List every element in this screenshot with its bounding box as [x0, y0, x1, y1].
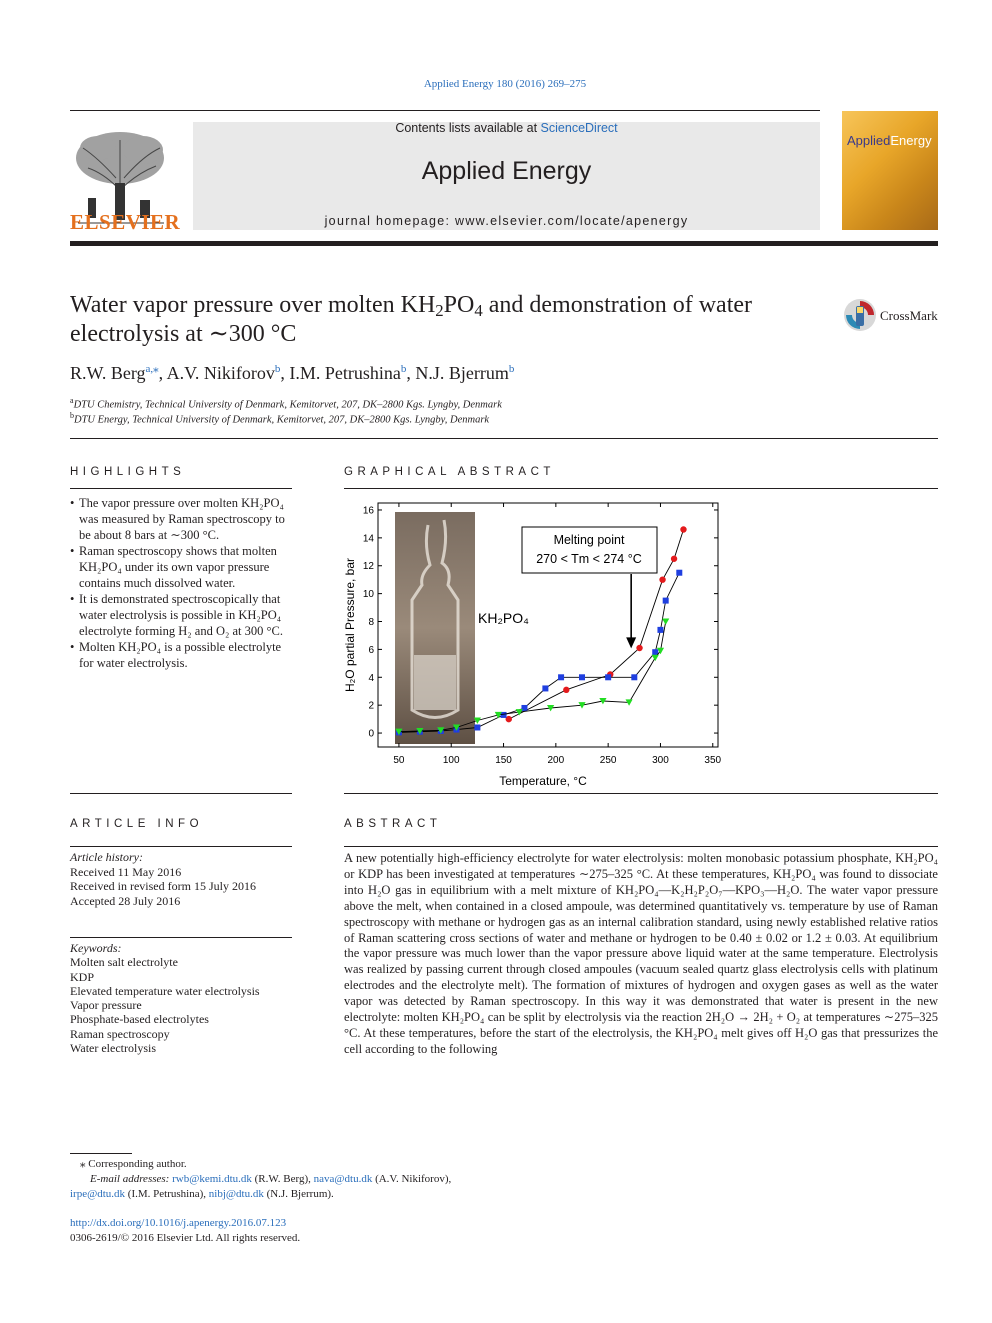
data-point-blue [605, 674, 611, 680]
highlight-item: • Raman spectroscopy shows that molten KH₂PO₄ under its own vapor pressure contains much dissolved water. [79, 543, 292, 591]
author-affiliation-mark[interactable]: a,⁎ [145, 363, 159, 375]
data-point-blue [521, 705, 527, 711]
ampoule-photo [395, 512, 475, 744]
data-point-red [680, 526, 686, 532]
data-point-blue [663, 598, 669, 604]
author-list [70, 362, 514, 384]
footnote-rule [70, 1153, 132, 1154]
keyword: Raman spectroscopy [70, 1026, 170, 1041]
keyword: Vapor pressure [70, 998, 142, 1013]
data-point-red [636, 645, 642, 651]
x-tick-label: 300 [652, 755, 669, 766]
highlight-item: • Molten KH₂PO₄ is a possible electrolyte for water electrolysis. [79, 639, 292, 671]
data-point-red [659, 576, 665, 582]
keywords [70, 941, 292, 1055]
y-tick-label: 0 [368, 728, 374, 740]
crossmark-label[interactable]: CrossMark [880, 308, 938, 323]
journal-homepage[interactable]: journal homepage: www.elsevier.com/locate/apenergy [324, 214, 689, 228]
y-tick-label: 6 [368, 644, 374, 656]
x-tick-label: 250 [599, 755, 617, 766]
doi-block [70, 1216, 300, 1246]
journal-cover-thumbnail[interactable] [842, 111, 938, 230]
keyword: Phosphate-based electrolytes [70, 1012, 209, 1027]
annotation-title: Melting point [553, 533, 625, 547]
highlight-item: • It is demonstrated spectroscopically that water electrolysis is possible in KH₂PO₄ electrolyte forming H₂ and O₂ at 300 °C. [79, 591, 292, 639]
keyword: Elevated temperature water electrolysis [70, 983, 260, 998]
highlights-list [70, 495, 292, 671]
journal-citation-link[interactable]: Applied Energy 180 (2016) 269–275 [423, 78, 587, 90]
x-tick-label: 200 [547, 755, 565, 766]
corresponding-author-note: ⁎ Corresponding author. [80, 1158, 187, 1170]
abstract-heading: ABSTRACT [344, 818, 442, 830]
data-point-red [563, 687, 569, 693]
highlights-heading: HIGHLIGHTS [70, 466, 186, 478]
divider [70, 793, 292, 794]
data-point-blue [542, 685, 548, 691]
history-label: Article history: [70, 850, 143, 864]
author: R.W. Berg$^{a,⁎}$, [70, 363, 167, 383]
header-thick-rule [70, 241, 938, 246]
keyword: KDP [70, 969, 95, 984]
author: N.J. Bjerrum$^b$ [415, 363, 515, 383]
data-point-blue [676, 570, 682, 576]
annotation-range: 270 < Tm < 274 °C [536, 552, 642, 566]
data-point-blue [474, 724, 480, 730]
header-rule [70, 110, 820, 111]
divider [344, 488, 938, 489]
email-link[interactable]: irpe@dtu.dk [70, 1188, 126, 1200]
y-tick-label: 16 [362, 505, 374, 517]
copyright: 0306-2619/© 2016 Elsevier Ltd. All rights reserved. [70, 1232, 301, 1244]
article-info-heading: ARTICLE INFO [70, 818, 204, 830]
affiliation-b: $^b$DTU Energy, Technical University of Denmark, Kemitorvet, 207, DK–2800 Kgs. Lyngby, Denmark [70, 411, 490, 426]
email-addresses: E-mail addresses: rwb@kemi.dtu.dk (R.W. Berg), nava@dtu.dk (A.V. Nikiforov), [90, 1173, 452, 1185]
footnotes [70, 1157, 770, 1202]
inset-label: KH₂PO₄ [478, 610, 529, 626]
author-affiliation-mark[interactable]: b [274, 363, 281, 375]
x-tick-label: 50 [393, 755, 405, 766]
elsevier-wordmark: ELSEVIER [70, 210, 181, 234]
keyword: Water electrolysis [70, 1041, 156, 1056]
contents-line: Contents lists available at ScienceDirect [395, 121, 618, 135]
abstract-text: A new potentially high-efficiency electrolyte for water electrolysis: molten monobasic potassium phosphate, KH₂PO₄ or KDP has been investigated at temperatures ∼275–325 °C. At these temperatures, KH₂PO₄ was found to dissociate into H₂O gas in equilibrium with a melt mixture of KH₂PO₄—K₂H₂P₂O₇—KPO₃—H₂O. The water vapor pressure above the melt, when contained in a closed ampoule, was determined quantitatively vs. temperature by use of Raman spectroscopy with methane or hydrogen gas as an internal calibration standard, using newly established relative ratios of Raman scattering cross sections of water and methane or hydrogen to be 0.40 ± 0.02 or 1.2 ± 0.03. At equilibrium the vapor pressure was much lower than the vapor pressure above liquid water at the same temperature. Electrolysis was realized by passing current through closed ampoules (vacuum sealed quartz glass electrolysis cells with platinum electrodes and the electrolyte melt). The formation of mixtures of hydrogen and oxygen gases as well as the water vapor was detected by Raman spectroscopy. In this way it was demonstrated that water is present in the new electrolyte: molten KH₂PO₄ can be split by electrolysis via the reaction 2H₂O → 2H₂ + O₂ at temperatures ∼275–325 °C. At these temperatures, before the start of the electrolysis, the KH₂PO₄ melt gives off H₂O gas that pressurizes the cell according to the following [344, 851, 938, 1056]
y-axis-label: H₂O partial Pressure, bar [343, 557, 357, 693]
doi-link[interactable]: http://dx.doi.org/10.1016/j.apenergy.2016.07.123 [70, 1217, 287, 1229]
divider [70, 937, 292, 938]
data-point-red [671, 556, 677, 562]
vapor-pressure-chart [340, 495, 730, 791]
y-tick-label: 10 [362, 589, 374, 601]
y-tick-label: 4 [368, 672, 374, 684]
article-history [70, 850, 292, 908]
y-tick-label: 2 [368, 700, 374, 712]
divider [344, 793, 938, 794]
divider [70, 438, 938, 439]
keywords-label: Keywords: [70, 941, 122, 955]
email-addresses-cont: irpe@dtu.dk (I.M. Petrushina), nibj@dtu.dk (N.J. Bjerrum). [70, 1188, 334, 1200]
data-point-blue [558, 674, 564, 680]
history-item: Received in revised form 15 July 2016 [70, 879, 256, 893]
y-tick-label: 8 [368, 617, 374, 629]
journal-name: Applied Energy [421, 157, 592, 185]
divider [70, 846, 292, 847]
author-affiliation-mark[interactable]: b [400, 363, 407, 375]
divider [344, 846, 938, 847]
data-point-blue [657, 627, 663, 633]
email-link[interactable]: nibj@dtu.dk [208, 1188, 264, 1200]
affiliation-a: $^a$DTU Chemistry, Technical University of Denmark, Kemitorvet, 207, DK–2800 Kgs. Lyngby, Denmark [70, 396, 502, 411]
author: I.M. Petrushina$^b$, [289, 363, 416, 383]
y-tick-label: 12 [362, 561, 374, 573]
history-item: Accepted 28 July 2016 [70, 893, 181, 908]
y-tick-label: 14 [362, 533, 374, 545]
divider [70, 488, 292, 489]
graphical-abstract-heading: GRAPHICAL ABSTRACT [344, 466, 555, 478]
author: A.V. Nikiforov$^b$, [166, 363, 290, 383]
email-link[interactable]: nava@dtu.dk [313, 1173, 373, 1185]
x-tick-label: 100 [442, 755, 460, 766]
x-axis-label: Temperature, °C [499, 774, 587, 788]
article-title: Water vapor pressure over molten $KH_2PO_4$ and demonstration of water electrolysis at ∼300 °C [70, 292, 752, 347]
cover-title: AppliedEnergy [847, 133, 932, 148]
sciencedirect-link[interactable]: ScienceDirect [540, 121, 618, 135]
data-point-blue [579, 674, 585, 680]
keyword: Molten salt electrolyte [70, 955, 178, 970]
x-tick-label: 150 [495, 755, 512, 766]
crossmark-icon[interactable] [843, 298, 877, 332]
x-tick-label: 350 [704, 755, 722, 766]
author-affiliation-mark[interactable]: b [508, 363, 515, 375]
data-point-blue [631, 674, 637, 680]
history-item: Received 11 May 2016 [70, 864, 182, 879]
highlight-item: • The vapor pressure over molten KH₂PO₄ was measured by Raman spectroscopy to be about 8 bars at ∼300 °C. [79, 495, 292, 543]
email-link[interactable]: rwb@kemi.dtu.dk [172, 1173, 252, 1185]
